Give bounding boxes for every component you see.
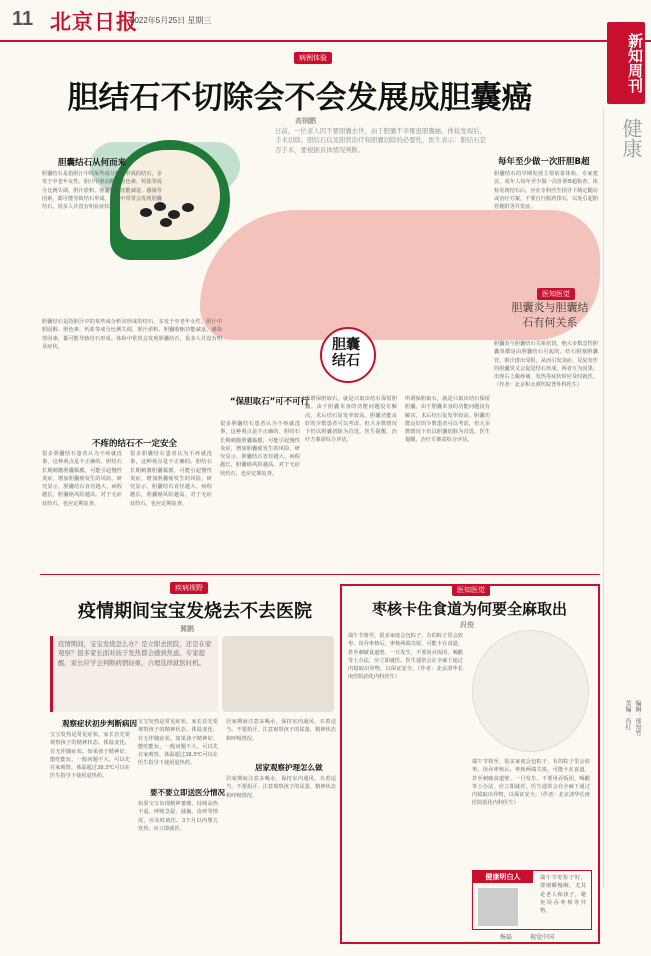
paper-logo: 北京日报: [50, 9, 138, 34]
callout-label: 胆囊结石: [332, 337, 360, 369]
sec2-text-a: 所谓保胆取石，就是只取出结石保留胆囊。由于胆囊本身的功能问题没有解决，术后结石复发率较高。胆囊功能良好的少数患者可以考虑，但大多数情况下仍以胆囊切除为首选。医生提醒，治疗方案需综合评估。: [305, 396, 397, 444]
article-tag: 病例体验: [294, 52, 332, 64]
br-sub-box-title: 健康明白人: [473, 871, 533, 883]
main-byline: 高钢鹏: [295, 117, 316, 125]
main-intro: 日前，一位老人因不要胆囊去世，由于胆囊不幸罹患胆囊癌，体检发现后，手术切除。胆结石以及胆管治疗和胆囊切除的必要性，医生表示：胆结石是否手术，要根据具体情况判断。: [275, 127, 486, 154]
side2-title: 胆囊炎与胆囊结石有何关系: [511, 301, 589, 329]
section-badge: 新知周刊: [607, 22, 645, 104]
bl-byline: 冀鹏: [180, 625, 194, 633]
bl-quote: 疫情期间，宝宝发烧怎么办？是立即去医院，还是在家观察？很多家长面对孩子发热都会感到焦虑。专家提醒，家长应学会判断病情轻重，合理选择就医时机。: [58, 640, 212, 667]
page-number: 11: [12, 8, 34, 30]
br-footer-name: 杨磊: [500, 934, 513, 941]
sec1-text-a: 很多胆囊结石患者认为不疼就没事，这种观点是不正确的。胆结石长期刺激胆囊黏膜，可能引起慢性炎症，增加胆囊癌发生的风险。研究显示，胆囊结石直径越大、病程越长，胆囊癌风险越高。对于无症状结石，也应定期复查。: [42, 451, 122, 507]
br-tag: 医知医觉: [452, 584, 490, 596]
br-sub-box-text: 端午节吃粽子时，要细嚼慢咽，尤其是老人和孩子，避免误吞枣核等异物。: [540, 875, 586, 915]
br-byline: 段俊: [460, 621, 474, 629]
main-col3: 很多胆囊结石患者认为不疼就没事，这种观点是不正确的。胆结石长期刺激胆囊黏膜，可能引起慢性炎症，增加胆囊癌发生的风险。研究显示，胆囊结石直径越大、病程越长，胆囊癌风险越高。对于无症状结石，也应定期复查。: [220, 421, 300, 477]
sec1-text-b: 很多胆囊结石患者认为不疼就没事，这种观点是不正确的。胆结石长期刺激胆囊黏膜，可能引起慢性炎症，增加胆囊癌发生的风险。研究显示，胆囊结石直径越大、病程越长，胆囊癌风险越高。对于无症状结石，也应定期复查。: [130, 451, 212, 507]
bl-illustration: [222, 636, 334, 712]
qr-code-icon: [478, 888, 518, 926]
bl-text1b: 宝宝发热是常见症状。家长首先要观察孩子的精神状态、体温变化、有无伴随症状。如果孩子精神好、能吃能玩，一般问题不大，可以先在家观察。体温超过38.5℃可以在医生指导下使用退热药。: [138, 719, 218, 767]
main-body-col1: 胆囊结石是指胆汁中的某些成分析出形成的结石，多发于中老年女性。胆汁中胆固醇、胆色素、钙盐等成分比例失调，胆汁淤积、胆囊收缩功能减退、感染等因素，都可能导致结石形成。体检中常常会发现胆囊结石，很多人并没有明显症状。: [42, 319, 222, 350]
bl-text3: 如果宝宝出现精神萎靡、持续高热不退、呼吸急促、抽搐、皮疹等情况，应及时就医。3个月以内婴儿发热，应立即就医。: [138, 801, 218, 832]
section-sub: 健康: [619, 118, 643, 158]
right-rail: [603, 108, 651, 888]
side-text: 胆囊结石的早期发现主要依靠体检。专家建议，成年人每年至少做一次肝胆B超检查。体检发现结石后，应在专科医生指导下制定随访或治疗方案，不要自行服药排石，以免引起胆管梗阻等并发症。: [494, 171, 598, 211]
bl-tag: 疾病视野: [170, 582, 208, 594]
date-line: 2022年5月25日 星期三: [130, 16, 212, 25]
bl-text2: 居家期间注意多喝水，保持室内通风，衣着适当，不要捂汗。注意观察孩子的尿量、精神状态和呼吸情况。: [226, 776, 336, 799]
sec2-text-b: 所谓保胆取石，就是只取出结石保留胆囊。由于胆囊本身的功能问题没有解决，术后结石复发率较高。胆囊功能良好的少数患者可以考虑，但大多数情况下仍以胆囊切除为首选。医生提醒，治疗方案需综合评估。: [405, 396, 490, 444]
bl-text1: 宝宝发热是常见症状。家长首先要观察孩子的精神状态、体温变化、有无伴随症状。如果孩子精神好、能吃能玩，一般问题不大，可以先在家观察。体温超过38.5℃可以在医生指导下使用退热药。: [50, 732, 130, 780]
bl-subhead2: 居家观察护理怎么做: [255, 763, 323, 772]
sec1-title: 不疼的结石不一定安全: [92, 439, 178, 449]
br-text-b: 端午节将至，很多家庭会包粽子，有的粽子里会放枣。误吞枣核后，枣核两端尖锐，可能卡在食道，甚至刺破食道壁。一旦发生，不要用吞饭团、喝醋等土办法，应立即就医。医生通常会在全麻下通过内镜取出异物，以保证安全。（作者：北京清华长庚医院消化内科医生）: [472, 759, 590, 807]
sec2-title: “保胆取石”可不可行: [230, 397, 310, 407]
side2-text: 胆囊炎与胆囊结石关系密切。绝大多数急性胆囊炎都是由胆囊结石引起的，结石阻塞胆囊管，胆汁排出受阻，从而引发炎症。反复发作的胆囊炎又会促进结石形成，两者互为因果。出现右上腹疼痛、发热等症状时应及时就医。（作者：北京积水潭医院普外科医生）: [494, 341, 598, 389]
bl-subhead3: 要不要立即送医分情况: [150, 788, 225, 797]
br-text-a: 端午节将至，很多家庭会包粽子，有的粽子里会放枣。误吞枣核后，枣核两端尖锐，可能卡在食道，甚至刺破食道壁。一旦发生，不要用吞饭团、喝醋等土办法，应立即就医。医生通常会在全麻下通过内镜取出异物，以保证安全。（作者：北京清华长庚医院消化内科医生）: [348, 633, 463, 681]
br-headline: 枣核卡住食道为何要全麻取出: [371, 600, 567, 618]
bl-text2a: 居家期间注意多喝水，保持室内通风，衣着适当，不要捂汗。注意观察孩子的尿量、精神状态和呼吸情况。: [226, 719, 336, 742]
sidebar-title: 胆囊结石从何而来: [58, 158, 127, 168]
bl-subhead1: 观察症状初步判断病因: [62, 719, 137, 728]
br-illustration: [472, 630, 589, 752]
side2-tag: 医知医觉: [537, 288, 575, 300]
side-title: 每年至少做一次肝胆B超: [498, 157, 590, 167]
br-footer-role: 视觉中国: [530, 934, 555, 941]
sidebar-text: 胆囊结石是指胆汁中的某些成分析出形成的结石，多发于中老年女性。胆汁中胆固醇、胆色素、钙盐等成分比例失调，胆汁淤积、胆囊收缩功能减退、感染等因素，都可能导致结石形成。体检中常常会发现胆囊结石，很多人并没有明显症状。: [42, 171, 162, 211]
section-divider: [40, 574, 600, 575]
main-headline: 胆结石不切除会不会发展成胆囊癌: [67, 80, 533, 116]
footer-credits: 编辑：邢知竹 美编：肖红: [624, 700, 641, 736]
bl-headline: 疫情期间宝宝发烧去不去医院: [78, 601, 312, 622]
